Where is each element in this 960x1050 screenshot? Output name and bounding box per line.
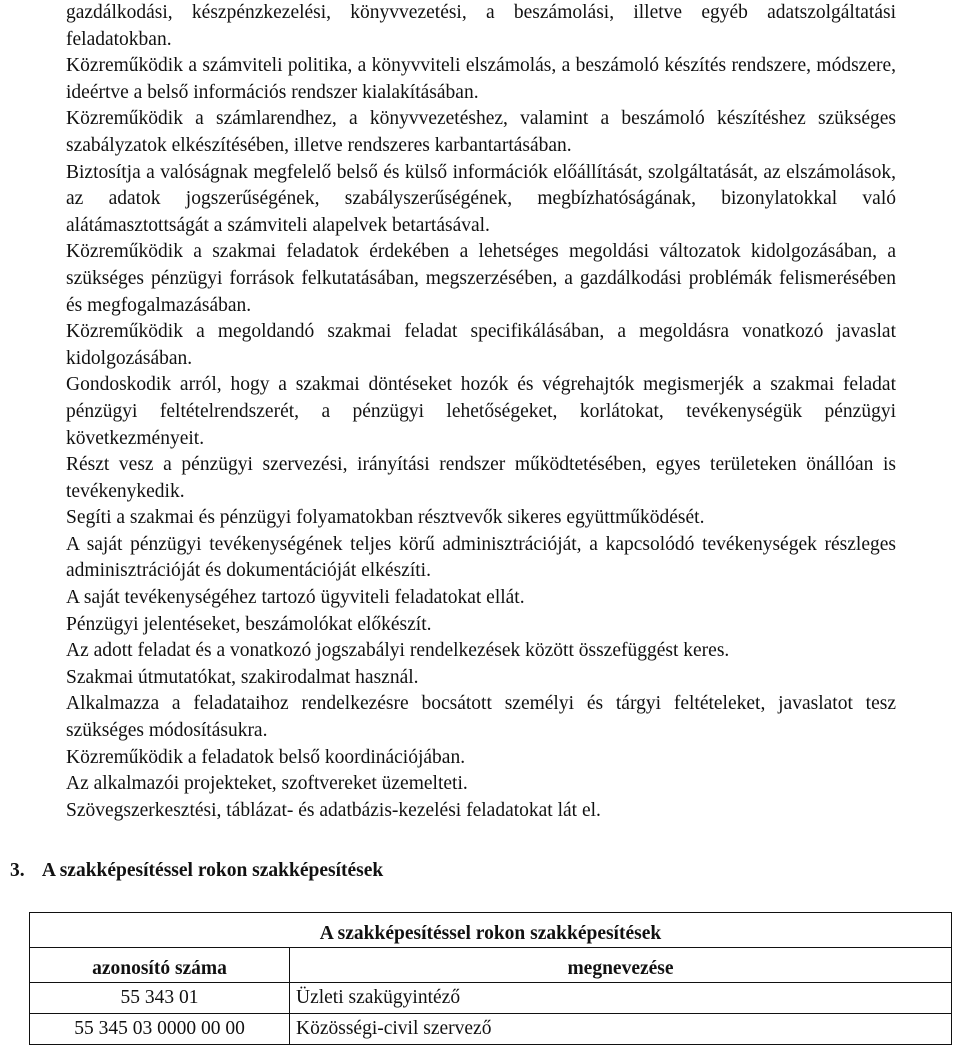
duty-paragraph: Gondoskodik arról, hogy a szakmai döntéseket hozók és végrehajtók megismerjék a szakmai feladat pénzügyi feltételrendszerét, a pénzügyi lehetőségeket, korlátokat, tevékenységük pénzügyi következményeit. bbox=[66, 374, 896, 449]
duty-paragraph: A saját pénzügyi tevékenységének teljes körű adminisztrációját, a kapcsolódó tevékenységek részleges adminisztrációját és dokumentációját elkészíti. bbox=[66, 533, 896, 582]
section-number: 3. bbox=[10, 860, 25, 881]
duty-paragraph: Az adott feladat és a vonatkozó jogszabályi rendelkezések között összefüggést keres. bbox=[66, 640, 730, 662]
column-header-code: azonosító száma bbox=[30, 948, 290, 983]
qualification-name: Üzleti szakügyintéző bbox=[290, 983, 952, 1014]
duty-paragraph: Közreműködik a számlarendhez, a könyvvezetéshez, valamint a beszámoló készítéshez szükséges szabályzatok elkészítésében, illetve rendszeres karbantartásában. bbox=[66, 108, 896, 156]
qualification-name: Közösségi-civil szervező bbox=[290, 1014, 952, 1045]
table-row bbox=[30, 983, 952, 1014]
column-header-name: megnevezése bbox=[290, 948, 952, 983]
duty-list bbox=[66, 0, 896, 824]
duty-paragraph: Pénzügyi jelentéseket, beszámolókat előkészít. bbox=[66, 613, 432, 635]
duty-paragraph: Közreműködik a szakmai feladatok érdekében a lehetséges megoldási változatok kidolgozásában, a szükséges pénzügyi források felkutatásában, megszerzésében, a gazdálkodási problémák felismerésében és megfogalmazásában. bbox=[66, 241, 896, 316]
duty-paragraph: Szakmai útmutatókat, szakirodalmat használ. bbox=[66, 666, 419, 688]
qualification-code: 55 343 01 bbox=[30, 983, 290, 1014]
duty-paragraph: A saját tevékenységéhez tartozó ügyviteli feladatokat ellát. bbox=[66, 587, 525, 609]
duty-paragraph: Részt vesz a pénzügyi szervezési, irányítási rendszer működtetésében, egyes területeken önállóan is tevékenykedik. bbox=[66, 454, 896, 502]
duty-paragraph: Közreműködik a feladatok belső koordinációjában. bbox=[66, 746, 466, 768]
table-row bbox=[30, 1014, 952, 1045]
table-title-row bbox=[30, 913, 952, 948]
duty-paragraph: Segíti a szakmai és pénzügyi folyamatokban résztvevők sikeres együttműködését. bbox=[66, 507, 705, 529]
section-title: A szakképesítéssel rokon szakképesítések bbox=[41, 860, 384, 881]
duty-paragraph: Közreműködik a megoldandó szakmai feladat specifikálásában, a megoldásra vonatkozó javaslat kidolgozásában. bbox=[66, 321, 896, 369]
qualification-code: 55 345 03 0000 00 00 bbox=[30, 1014, 290, 1045]
table-header-row bbox=[30, 948, 952, 983]
related-qualifications-table bbox=[29, 912, 952, 1045]
duty-paragraph: Közreműködik a számviteli politika, a könyvviteli elszámolás, a beszámoló készítés rendszere, módszere, ideértve a belső információs rendszer kialakításában. bbox=[66, 55, 896, 103]
section-heading bbox=[10, 858, 383, 884]
duty-paragraph: gazdálkodási, készpénzkezelési, könyvvezetési, a beszámolási, illetve egyéb adatszolgáltatási feladatokban. bbox=[66, 2, 896, 50]
table-title: A szakképesítéssel rokon szakképesítések bbox=[30, 913, 952, 948]
duty-paragraph: Az alkalmazói projekteket, szoftvereket üzemelteti. bbox=[66, 773, 468, 795]
duty-paragraph: Biztosítja a valóságnak megfelelő belső és külső információk előállítását, szolgáltatását, az elszámolások, az adatok jogszerűségének, szabályszerűségének, megbízhatóságának, bizonylatokkal való alátámasztottságát a számviteli alapelvek betartásával. bbox=[66, 161, 896, 236]
duty-paragraph: Szövegszerkesztési, táblázat- és adatbázis-kezelési feladatokat lát el. bbox=[66, 799, 601, 821]
duty-paragraph: Alkalmazza a feladataihoz rendelkezésre bocsátott személyi és tárgyi feltételeket, javaslatot tesz szükséges módosításukra. bbox=[66, 693, 896, 742]
